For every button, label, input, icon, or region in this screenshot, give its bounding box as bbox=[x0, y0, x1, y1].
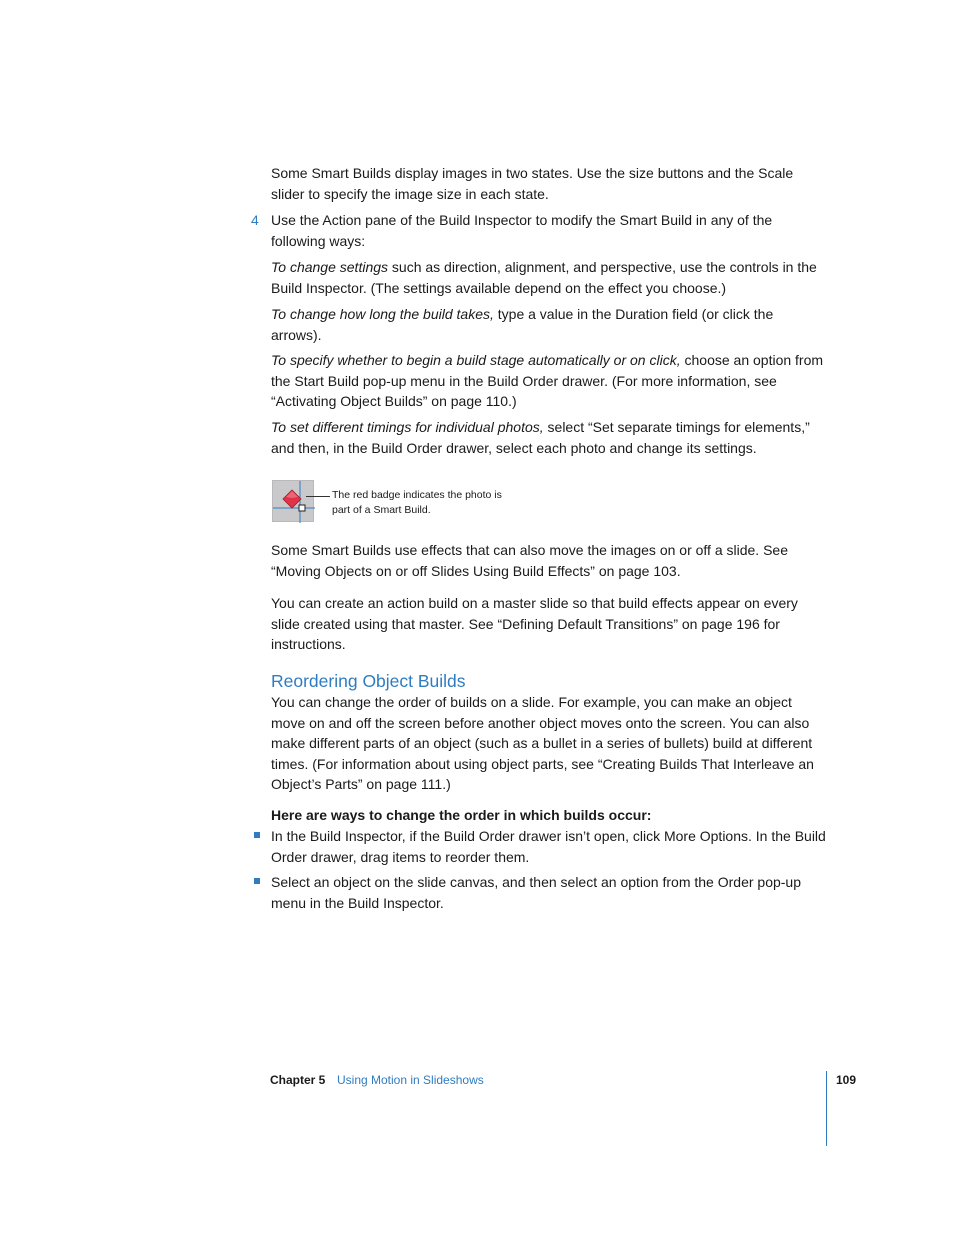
italic-lead: To specify whether to begin a build stage automatically or on click, bbox=[271, 352, 681, 368]
figure-caption: The red badge indicates the photo is part of a Smart Build. bbox=[332, 489, 502, 516]
paragraph-text: such as direction, alignment, and perspective, use the controls in the Build Inspector. (The settings available depend on the effect you choose.) bbox=[271, 259, 817, 296]
section-heading: Reordering Object Builds bbox=[271, 671, 466, 691]
paragraph-image-states: Some Smart Builds display images in two states. Use the size buttons and the Scale slider to specify the image size in each state. bbox=[271, 165, 794, 202]
italic-lead: To set different timings for individual photos, bbox=[271, 419, 544, 435]
paragraph-duration bbox=[271, 304, 827, 345]
red-diamond-badge-icon bbox=[273, 481, 315, 523]
paragraph-text: select “Set separate timings for elements,” and then, in the Build Order drawer, select each photo and change its settings. bbox=[271, 419, 810, 456]
step-4-text: Use the Action pane of the Build Inspector to modify the Smart Build in any of the following ways: bbox=[271, 212, 773, 249]
paragraph-master-slide: You can create an action build on a master slide so that build effects appear on every slide created using that master. See “Defining Default Transitions” on page 196 for instructions. bbox=[271, 595, 798, 652]
page-number: 109 bbox=[836, 1073, 857, 1087]
bullet-marker bbox=[254, 832, 260, 838]
paragraph-move-images: Some Smart Builds use effects that can also move the images on or off a slide. See “Moving Objects on or off Slides Using Build Effects” on page 103. bbox=[271, 542, 788, 579]
callout-leader-line bbox=[306, 496, 330, 497]
paragraph-separate-timings bbox=[271, 417, 827, 458]
footer-divider bbox=[826, 1071, 827, 1146]
list-item: In the Build Inspector, if the Build Order drawer isn’t open, click More Options. In the Build Order drawer, drag items to reorder them. bbox=[271, 828, 826, 865]
photo-thumbnail bbox=[272, 480, 314, 522]
step-number: 4 bbox=[251, 212, 259, 228]
paragraph-start-build bbox=[271, 350, 827, 412]
paragraph-text: choose an option from the Start Build pop-up menu in the Build Order drawer. (For more information, see “Activating Object Builds” on page 110.) bbox=[271, 352, 824, 409]
list-lead: Here are ways to change the order in which builds occur: bbox=[271, 807, 652, 823]
footer-chapter-title: Using Motion in Slideshows bbox=[337, 1073, 484, 1087]
paragraph-change-settings bbox=[271, 257, 827, 298]
list-item: Select an object on the slide canvas, and then select an option from the Order pop-up menu in the Build Inspector. bbox=[271, 874, 801, 911]
section-intro: You can change the order of builds on a slide. For example, you can make an object move on and off the screen before another object moves onto the screen. You can also make different parts of an object (such as a bullet in a series of bullets) build at different times. (For information about using object parts, see “Creating Builds That Interleave an Object’s Parts” on page 111.) bbox=[271, 694, 814, 792]
paragraph-text: type a value in the Duration field (or click the arrows). bbox=[271, 306, 774, 343]
smart-build-badge-figure bbox=[272, 480, 512, 524]
footer-chapter-label: Chapter 5 bbox=[270, 1073, 326, 1087]
italic-lead: To change how long the build takes, bbox=[271, 306, 494, 322]
bullet-marker bbox=[254, 878, 260, 884]
italic-lead: To change settings bbox=[271, 259, 389, 275]
